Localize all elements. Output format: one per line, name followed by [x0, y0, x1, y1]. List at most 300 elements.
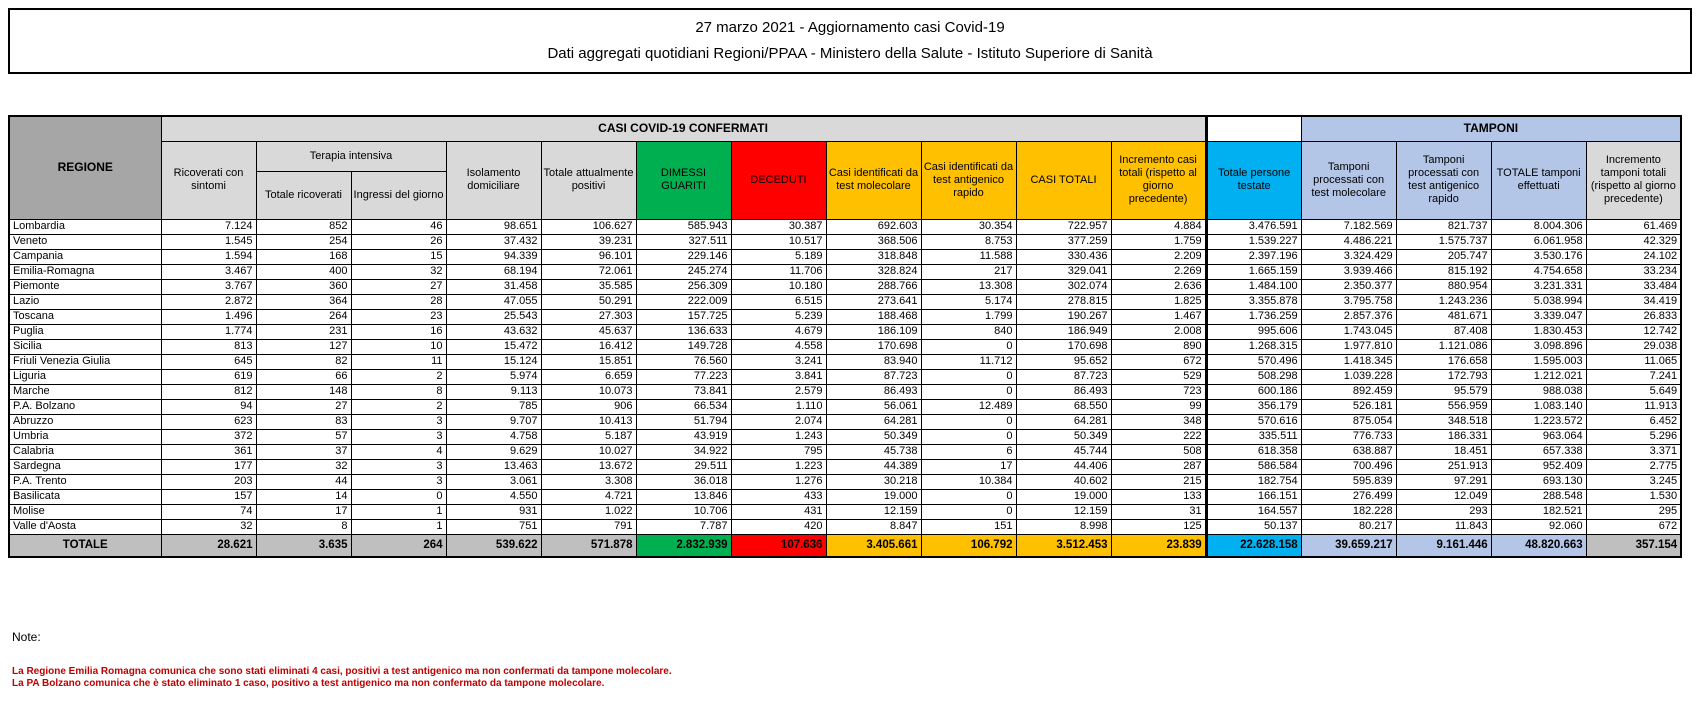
value-cell: 3.841 [731, 369, 826, 384]
value-cell: 48.820.663 [1491, 534, 1586, 557]
value-cell: 295 [1586, 504, 1681, 519]
table-row [9, 234, 1681, 249]
value-cell: 190.267 [1016, 309, 1111, 324]
value-cell: 15.851 [541, 354, 636, 369]
table-row [9, 369, 1681, 384]
table-row [9, 519, 1681, 534]
value-cell: 3.476.591 [1206, 219, 1301, 234]
value-cell: 188.468 [826, 309, 921, 324]
value-cell: 723 [1111, 384, 1206, 399]
table-row [9, 459, 1681, 474]
value-cell: 3.512.453 [1016, 534, 1111, 557]
value-cell: 293 [1396, 504, 1491, 519]
value-cell: 34.922 [636, 444, 731, 459]
value-cell: 14 [256, 489, 351, 504]
value-cell: 348.518 [1396, 414, 1491, 429]
value-cell: 5.974 [446, 369, 541, 384]
table-row [9, 294, 1681, 309]
value-cell: 906 [541, 399, 636, 414]
value-cell: 3 [351, 459, 446, 474]
value-cell: 785 [446, 399, 541, 414]
value-cell: 96.101 [541, 249, 636, 264]
header-empty-cell [1206, 116, 1301, 141]
value-cell: 6.061.958 [1491, 234, 1586, 249]
value-cell: 821.737 [1396, 219, 1491, 234]
value-cell: 3.241 [731, 354, 826, 369]
value-cell: 288.766 [826, 279, 921, 294]
header-dimessi-guariti: DIMESSI GUARITI [636, 141, 731, 219]
value-cell: 217 [921, 264, 1016, 279]
value-cell: 106.792 [921, 534, 1016, 557]
value-cell: 1.759 [1111, 234, 1206, 249]
value-cell: 68.194 [446, 264, 541, 279]
value-cell: 1.977.810 [1301, 339, 1396, 354]
value-cell: 1.539.227 [1206, 234, 1301, 249]
value-cell: 700.496 [1301, 459, 1396, 474]
value-cell: 1.121.086 [1396, 339, 1491, 354]
value-cell: 28.621 [161, 534, 256, 557]
value-cell: 68.550 [1016, 399, 1111, 414]
value-cell: 1.039.228 [1301, 369, 1396, 384]
value-cell: 287 [1111, 459, 1206, 474]
value-cell: 2.350.377 [1301, 279, 1396, 294]
value-cell: 526.181 [1301, 399, 1396, 414]
value-cell: 361 [161, 444, 256, 459]
value-cell: 0 [921, 384, 1016, 399]
value-cell: 23.839 [1111, 534, 1206, 557]
value-cell: 231 [256, 324, 351, 339]
value-cell: 6.515 [731, 294, 826, 309]
value-cell: 6.452 [1586, 414, 1681, 429]
value-cell: 157.725 [636, 309, 731, 324]
value-cell: 32 [161, 519, 256, 534]
value-cell: 2.857.376 [1301, 309, 1396, 324]
value-cell: 672 [1111, 354, 1206, 369]
value-cell: 57 [256, 429, 351, 444]
value-cell: 12.742 [1586, 324, 1681, 339]
value-cell: 11.706 [731, 264, 826, 279]
value-cell: 5.239 [731, 309, 826, 324]
value-cell: 50.291 [541, 294, 636, 309]
table-row [9, 474, 1681, 489]
value-cell: 4.884 [1111, 219, 1206, 234]
value-cell: 10 [351, 339, 446, 354]
table-row [9, 339, 1681, 354]
value-cell: 3 [351, 414, 446, 429]
value-cell: 377.259 [1016, 234, 1111, 249]
value-cell: 186.109 [826, 324, 921, 339]
notes-section [12, 630, 672, 690]
value-cell: 815.192 [1396, 264, 1491, 279]
value-cell: 8 [256, 519, 351, 534]
value-cell: 840 [921, 324, 1016, 339]
value-cell: 44 [256, 474, 351, 489]
value-cell: 32 [256, 459, 351, 474]
value-cell: 995.606 [1206, 324, 1301, 339]
value-cell: 2 [351, 399, 446, 414]
value-cell: 203 [161, 474, 256, 489]
value-cell: 39.659.217 [1301, 534, 1396, 557]
value-cell: 31 [1111, 504, 1206, 519]
value-cell: 0 [921, 489, 1016, 504]
value-cell: 585.943 [636, 219, 731, 234]
value-cell: 26 [351, 234, 446, 249]
value-cell: 15 [351, 249, 446, 264]
value-cell: 10.517 [731, 234, 826, 249]
value-cell: 508 [1111, 444, 1206, 459]
value-cell: 1.484.100 [1206, 279, 1301, 294]
value-cell: 433 [731, 489, 826, 504]
notes-title: Note: [12, 630, 41, 644]
value-cell: 570.496 [1206, 354, 1301, 369]
value-cell: 571.878 [541, 534, 636, 557]
value-cell: 33.484 [1586, 279, 1681, 294]
value-cell: 73.841 [636, 384, 731, 399]
value-cell: 12.489 [921, 399, 1016, 414]
value-cell: 215 [1111, 474, 1206, 489]
value-cell: 45.637 [541, 324, 636, 339]
value-cell: 1.530 [1586, 489, 1681, 504]
value-cell: 1.243 [731, 429, 826, 444]
value-cell: 72.061 [541, 264, 636, 279]
value-cell: 3 [351, 429, 446, 444]
value-cell: 245.274 [636, 264, 731, 279]
value-cell: 3.530.176 [1491, 249, 1586, 264]
value-cell: 10.073 [541, 384, 636, 399]
region-name: Basilicata [9, 489, 161, 504]
value-cell: 74 [161, 504, 256, 519]
region-name: Puglia [9, 324, 161, 339]
value-cell: 6 [921, 444, 1016, 459]
value-cell: 10.384 [921, 474, 1016, 489]
value-cell: 2.872 [161, 294, 256, 309]
value-cell: 30.354 [921, 219, 1016, 234]
value-cell: 952.409 [1491, 459, 1586, 474]
note-line-2: La PA Bolzano comunica che è stato eliminato 1 caso, positivo a test antigenico ma non confermato da tampone molecolare. [12, 678, 605, 689]
value-cell: 1 [351, 519, 446, 534]
value-cell: 99 [1111, 399, 1206, 414]
value-cell: 32 [351, 264, 446, 279]
value-cell: 151 [921, 519, 1016, 534]
value-cell: 23 [351, 309, 446, 324]
header-totale-attualmente-positivi: Totale attualmente positivi [541, 141, 636, 219]
value-cell: 1.276 [731, 474, 826, 489]
value-cell: 4.558 [731, 339, 826, 354]
header-totale-ricoverati: Totale ricoverati [256, 171, 351, 219]
value-cell: 356.179 [1206, 399, 1301, 414]
value-cell: 420 [731, 519, 826, 534]
value-cell: 166.151 [1206, 489, 1301, 504]
value-cell: 10.413 [541, 414, 636, 429]
value-cell: 28 [351, 294, 446, 309]
table-row [9, 504, 1681, 519]
value-cell: 7.124 [161, 219, 256, 234]
value-cell: 9.161.446 [1396, 534, 1491, 557]
value-cell: 1.545 [161, 234, 256, 249]
value-cell: 94 [161, 399, 256, 414]
value-cell: 8 [351, 384, 446, 399]
value-cell: 177 [161, 459, 256, 474]
value-cell: 44.406 [1016, 459, 1111, 474]
value-cell: 273.641 [826, 294, 921, 309]
value-cell: 256.309 [636, 279, 731, 294]
value-cell: 5.189 [731, 249, 826, 264]
value-cell: 3.098.896 [1491, 339, 1586, 354]
value-cell: 776.733 [1301, 429, 1396, 444]
value-cell: 254 [256, 234, 351, 249]
value-cell: 619 [161, 369, 256, 384]
value-cell: 3.795.758 [1301, 294, 1396, 309]
value-cell: 372 [161, 429, 256, 444]
value-cell: 45.738 [826, 444, 921, 459]
value-cell: 24.102 [1586, 249, 1681, 264]
table-row [9, 489, 1681, 504]
note-line-1: La Regione Emilia Romagna comunica che sono stati eliminati 4 casi, positivi a test antigenico ma non confermati da tampone molecolare. [12, 666, 672, 677]
value-cell: 618.358 [1206, 444, 1301, 459]
value-cell: 1.496 [161, 309, 256, 324]
value-cell: 13.463 [446, 459, 541, 474]
value-cell: 50.137 [1206, 519, 1301, 534]
value-cell: 1.243.236 [1396, 294, 1491, 309]
value-cell: 880.954 [1396, 279, 1491, 294]
value-cell: 61.469 [1586, 219, 1681, 234]
value-cell: 813 [161, 339, 256, 354]
value-cell: 2.269 [1111, 264, 1206, 279]
region-name: Sardegna [9, 459, 161, 474]
value-cell: 348 [1111, 414, 1206, 429]
value-cell: 66 [256, 369, 351, 384]
value-cell: 22.628.158 [1206, 534, 1301, 557]
value-cell: 0 [921, 339, 1016, 354]
header-totale-tamponi: TOTALE tamponi effettuati [1491, 141, 1586, 219]
value-cell: 95.579 [1396, 384, 1491, 399]
value-cell: 890 [1111, 339, 1206, 354]
value-cell: 182.228 [1301, 504, 1396, 519]
value-cell: 368.506 [826, 234, 921, 249]
title-line-2: Dati aggregati quotidiani Regioni/PPAA - Ministero della Salute - Istituto Superiore di Sanità [547, 45, 1153, 62]
value-cell: 264 [256, 309, 351, 324]
value-cell: 330.436 [1016, 249, 1111, 264]
value-cell: 50.349 [1016, 429, 1111, 444]
value-cell: 11.065 [1586, 354, 1681, 369]
value-cell: 2.209 [1111, 249, 1206, 264]
header-totale-persone-testate: Totale persone testate [1206, 141, 1301, 219]
value-cell: 44.389 [826, 459, 921, 474]
value-cell: 3.339.047 [1491, 309, 1586, 324]
value-cell: 5.187 [541, 429, 636, 444]
value-cell: 17 [921, 459, 1016, 474]
value-cell: 931 [446, 504, 541, 519]
value-cell: 795 [731, 444, 826, 459]
value-cell: 570.616 [1206, 414, 1301, 429]
value-cell: 10.706 [636, 504, 731, 519]
value-cell: 3.405.661 [826, 534, 921, 557]
value-cell: 5.174 [921, 294, 1016, 309]
value-cell: 328.824 [826, 264, 921, 279]
value-cell: 13.308 [921, 279, 1016, 294]
value-cell: 2.636 [1111, 279, 1206, 294]
header-incremento-casi: Incremento casi totali (rispetto al giorno precedente) [1111, 141, 1206, 219]
value-cell: 2.579 [731, 384, 826, 399]
value-cell: 791 [541, 519, 636, 534]
region-name: Campania [9, 249, 161, 264]
header-ricoverati-con-sintomi: Ricoverati con sintomi [161, 141, 256, 219]
value-cell: 30.387 [731, 219, 826, 234]
value-cell: 148 [256, 384, 351, 399]
value-cell: 176.658 [1396, 354, 1491, 369]
header-ingressi-del-giorno: Ingressi del giorno [351, 171, 446, 219]
value-cell: 508.298 [1206, 369, 1301, 384]
value-cell: 600.186 [1206, 384, 1301, 399]
table-row [9, 219, 1681, 234]
table-row [9, 444, 1681, 459]
value-cell: 87.408 [1396, 324, 1491, 339]
value-cell: 31.458 [446, 279, 541, 294]
value-cell: 15.472 [446, 339, 541, 354]
value-cell: 3.467 [161, 264, 256, 279]
value-cell: 302.074 [1016, 279, 1111, 294]
table-row [9, 414, 1681, 429]
value-cell: 278.815 [1016, 294, 1111, 309]
header-tamponi-antigenico: Tamponi processati con test antigenico rapido [1396, 141, 1491, 219]
value-cell: 9.707 [446, 414, 541, 429]
table-row [9, 429, 1681, 444]
header-casi-test-antigenico: Casi identificati da test antigenico rapido [921, 141, 1016, 219]
value-cell: 33.234 [1586, 264, 1681, 279]
value-cell: 264 [351, 534, 446, 557]
value-cell: 157 [161, 489, 256, 504]
value-cell: 1.736.259 [1206, 309, 1301, 324]
value-cell: 7.241 [1586, 369, 1681, 384]
value-cell: 25.543 [446, 309, 541, 324]
value-cell: 1.110 [731, 399, 826, 414]
value-cell: 170.698 [1016, 339, 1111, 354]
value-cell: 27 [256, 399, 351, 414]
value-cell: 812 [161, 384, 256, 399]
table-row [9, 354, 1681, 369]
value-cell: 43.632 [446, 324, 541, 339]
value-cell: 1.825 [1111, 294, 1206, 309]
value-cell: 9.113 [446, 384, 541, 399]
region-name: Molise [9, 504, 161, 519]
value-cell: 40.602 [1016, 474, 1111, 489]
value-cell: 47.055 [446, 294, 541, 309]
region-name: Valle d'Aosta [9, 519, 161, 534]
value-cell: 133 [1111, 489, 1206, 504]
region-name: Sicilia [9, 339, 161, 354]
region-name: Umbria [9, 429, 161, 444]
value-cell: 13.846 [636, 489, 731, 504]
value-cell: 1.774 [161, 324, 256, 339]
value-cell: 36.018 [636, 474, 731, 489]
value-cell: 97.291 [1396, 474, 1491, 489]
value-cell: 86.493 [826, 384, 921, 399]
value-cell: 0 [921, 414, 1016, 429]
value-cell: 9.629 [446, 444, 541, 459]
header-casi-test-molecolare: Casi identificati da test molecolare [826, 141, 921, 219]
value-cell: 45.744 [1016, 444, 1111, 459]
value-cell: 657.338 [1491, 444, 1586, 459]
value-cell: 12.049 [1396, 489, 1491, 504]
value-cell: 1.223 [731, 459, 826, 474]
header-terapia-intensiva: Terapia intensiva [256, 141, 446, 171]
value-cell: 431 [731, 504, 826, 519]
value-cell: 364 [256, 294, 351, 309]
value-cell: 586.584 [1206, 459, 1301, 474]
value-cell: 186.331 [1396, 429, 1491, 444]
value-cell: 6.659 [541, 369, 636, 384]
region-name: Piemonte [9, 279, 161, 294]
value-cell: 5.296 [1586, 429, 1681, 444]
value-cell: 3.635 [256, 534, 351, 557]
value-cell: 50.349 [826, 429, 921, 444]
value-cell: 1.830.453 [1491, 324, 1586, 339]
value-cell: 82 [256, 354, 351, 369]
header-casi-confermati: CASI COVID-19 CONFERMATI [161, 116, 1206, 141]
value-cell: 8.847 [826, 519, 921, 534]
value-cell: 1.022 [541, 504, 636, 519]
value-cell: 3.371 [1586, 444, 1681, 459]
value-cell: 98.651 [446, 219, 541, 234]
table-header [9, 116, 1681, 219]
value-cell: 875.054 [1301, 414, 1396, 429]
value-cell: 357.154 [1586, 534, 1681, 557]
region-name: TOTALE [9, 534, 161, 557]
value-cell: 276.499 [1301, 489, 1396, 504]
value-cell: 17 [256, 504, 351, 519]
region-name: Marche [9, 384, 161, 399]
value-cell: 26.833 [1586, 309, 1681, 324]
value-cell: 1.467 [1111, 309, 1206, 324]
value-cell: 80.217 [1301, 519, 1396, 534]
value-cell: 1.212.021 [1491, 369, 1586, 384]
value-cell: 4.679 [731, 324, 826, 339]
value-cell: 168 [256, 249, 351, 264]
value-cell: 2.832.939 [636, 534, 731, 557]
value-cell: 64.281 [1016, 414, 1111, 429]
value-cell: 556.959 [1396, 399, 1491, 414]
value-cell: 623 [161, 414, 256, 429]
value-cell: 12.159 [826, 504, 921, 519]
value-cell: 18.451 [1396, 444, 1491, 459]
value-cell: 222 [1111, 429, 1206, 444]
value-cell: 1.743.045 [1301, 324, 1396, 339]
value-cell: 672 [1586, 519, 1681, 534]
value-cell: 15.124 [446, 354, 541, 369]
value-cell: 692.603 [826, 219, 921, 234]
value-cell: 4.550 [446, 489, 541, 504]
value-cell: 11.843 [1396, 519, 1491, 534]
value-cell: 1.594 [161, 249, 256, 264]
value-cell: 2.397.196 [1206, 249, 1301, 264]
table-row [9, 249, 1681, 264]
value-cell: 86.493 [1016, 384, 1111, 399]
value-cell: 329.041 [1016, 264, 1111, 279]
region-name: Abruzzo [9, 414, 161, 429]
table-row [9, 264, 1681, 279]
value-cell: 39.231 [541, 234, 636, 249]
value-cell: 2.775 [1586, 459, 1681, 474]
region-name: Liguria [9, 369, 161, 384]
value-cell: 1.418.345 [1301, 354, 1396, 369]
value-cell: 5.649 [1586, 384, 1681, 399]
value-cell: 0 [921, 429, 1016, 444]
region-name: Lombardia [9, 219, 161, 234]
value-cell: 2.074 [731, 414, 826, 429]
value-cell: 481.671 [1396, 309, 1491, 324]
value-cell: 3.355.878 [1206, 294, 1301, 309]
region-name: P.A. Trento [9, 474, 161, 489]
